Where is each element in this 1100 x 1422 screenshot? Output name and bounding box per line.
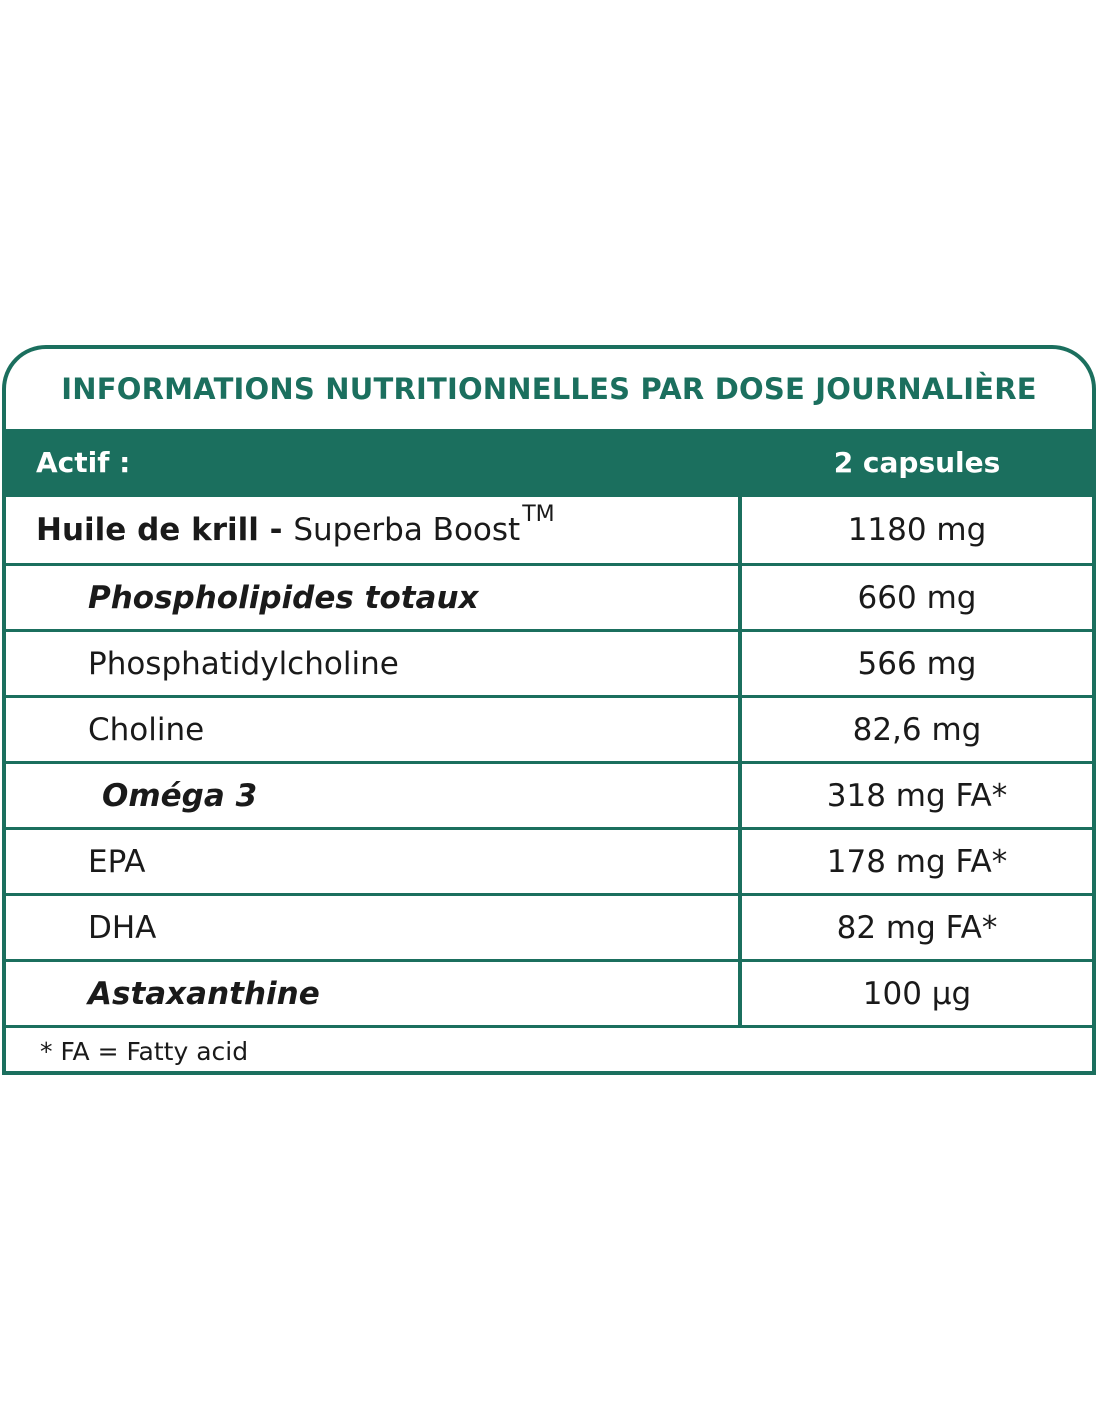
row-name-bold: Huile de krill - [36,512,294,548]
table-row [6,893,1092,959]
table-title: INFORMATIONS NUTRITIONNELLES PAR DOSE JOURNALIÈRE [61,372,1037,406]
table-row [6,695,1092,761]
header-active-label: Actif : [36,446,131,479]
row-name: EPA [88,843,146,880]
table-row [6,497,1092,563]
row-value: 566 mg [857,645,977,682]
row-name: Astaxanthine [88,975,320,1012]
row-name: Phospholipides totaux [88,579,479,616]
row-name: DHA [88,909,157,946]
row-value: 318 mg FA* [826,777,1008,814]
table-row [6,563,1092,629]
row-value: 660 mg [857,579,977,616]
footnote-row [6,1025,1092,1075]
row-value: 178 mg FA* [826,843,1008,880]
row-name-regular: Superba Boost [293,512,521,548]
table-row [6,629,1092,695]
header-dose-label: 2 capsules [833,446,1001,479]
table-row [6,827,1092,893]
row-value: 1180 mg [847,512,987,548]
table-body [6,497,1092,1075]
row-name [36,497,555,563]
row-value: 100 µg [862,975,972,1012]
row-name: Choline [88,711,205,748]
footnote: * FA = Fatty acid [40,1037,249,1066]
trademark-superscript: TM [522,501,555,527]
row-value: 82 mg FA* [836,909,998,946]
row-name: Phosphatidylcholine [88,645,399,682]
table-row [6,959,1092,1025]
table-header [6,429,1092,497]
nutrition-table [2,345,1096,1075]
row-name: Oméga 3 [102,777,258,814]
table-row [6,761,1092,827]
row-value: 82,6 mg [852,711,982,748]
